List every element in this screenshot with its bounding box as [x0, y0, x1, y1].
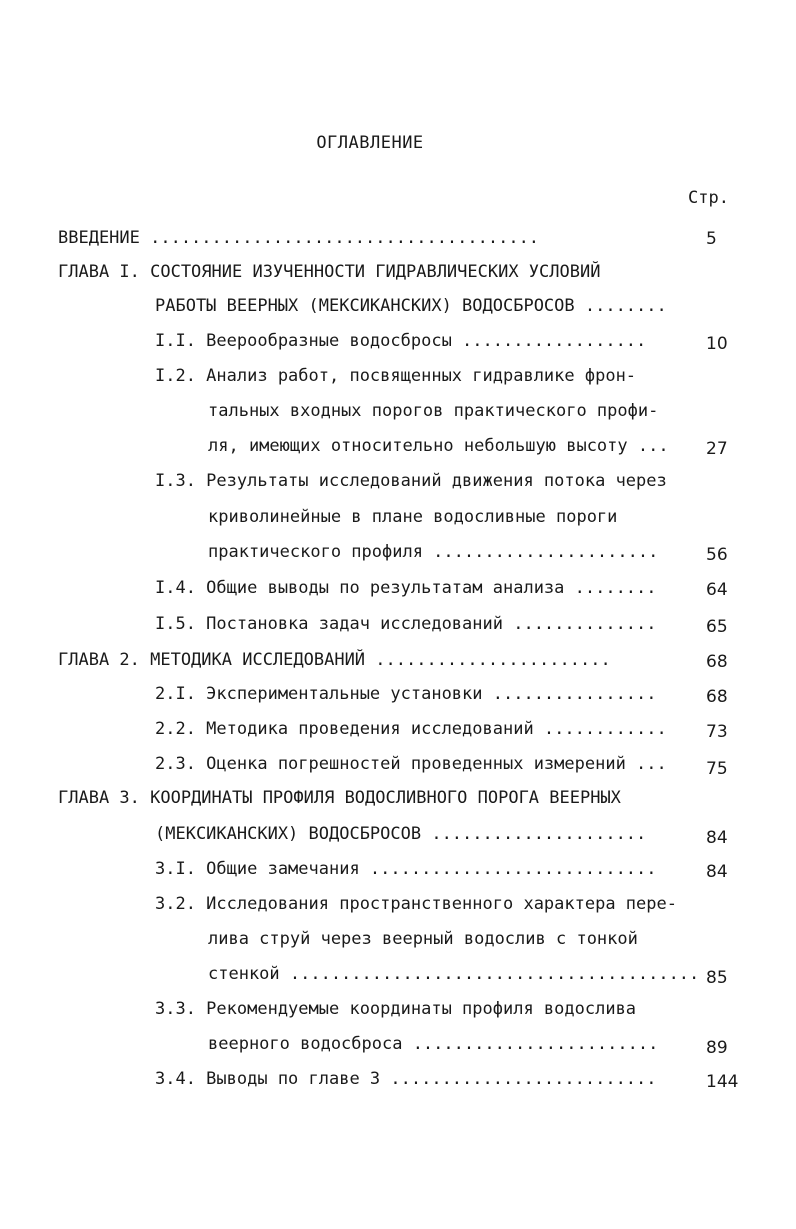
toc-line: ВВЕДЕНИЕ ......................................: [58, 228, 540, 248]
toc-line: 2.3. Оценка погрешностей проведенных измерений ...: [155, 754, 667, 774]
toc-page-number: 73: [706, 722, 728, 742]
toc-line: I.4. Общие выводы по результатам анализа ........: [155, 578, 657, 598]
toc-line: лива струй через веерный водослив с тонкой: [208, 929, 638, 949]
toc-line: ля, имеющих относительно небольшую высоту ...: [208, 436, 669, 456]
toc-page-number: 85: [706, 968, 728, 988]
toc-page-number: 5: [706, 229, 717, 249]
toc-page-number: 144: [706, 1072, 739, 1092]
toc-line: 2.I. Экспериментальные установки ................: [155, 684, 657, 704]
page-column-header: Стр.: [688, 188, 729, 208]
toc-page-number: 84: [706, 862, 728, 882]
toc-page-number: 65: [706, 617, 728, 637]
toc-page-number: 64: [706, 580, 728, 600]
toc-line: 3.2. Исследования пространственного характера пере-: [155, 894, 677, 914]
toc-page-number: 89: [706, 1038, 728, 1058]
toc-page-number: 27: [706, 439, 728, 459]
toc-page-number: 75: [706, 759, 728, 779]
toc-line: 3.I. Общие замечания ............................: [155, 859, 657, 879]
toc-line: ГЛАВА 2. МЕТОДИКА ИССЛЕДОВАНИЙ .......................: [58, 650, 611, 670]
toc-page-number: 10: [706, 334, 728, 354]
toc-line: ГЛАВА 3. КООРДИНАТЫ ПРОФИЛЯ ВОДОСЛИВНОГО ПОРОГА ВЕЕРНЫХ: [58, 788, 621, 808]
toc-page-number: 56: [706, 545, 728, 565]
toc-line: 3.3. Рекомендуемые координаты профиля водослива: [155, 999, 637, 1019]
toc-line: I.2. Анализ работ, посвященных гидравлике фрон-: [155, 366, 637, 386]
toc-line: веерного водосброса ........................: [208, 1034, 659, 1054]
page-title: ОГЛАВЛЕНИЕ: [316, 133, 424, 153]
toc-line: тальных входных порогов практического профи-: [208, 401, 659, 421]
toc-line: I.3. Результаты исследований движения потока через: [155, 471, 667, 491]
toc-line: I.5. Постановка задач исследований ..............: [155, 614, 657, 634]
toc-line: стенкой ........................................: [208, 964, 700, 984]
toc-line: 2.2. Методика проведения исследований ............: [155, 719, 667, 739]
toc-page-number: 68: [706, 652, 728, 672]
toc-line: ГЛАВА I. СОСТОЯНИЕ ИЗУЧЕННОСТИ ГИДРАВЛИЧЕСКИХ УСЛОВИЙ: [58, 262, 601, 282]
toc-line: 3.4. Выводы по главе 3 ..........................: [155, 1069, 657, 1089]
toc-page-number: 84: [706, 828, 728, 848]
toc-line: (МЕКСИКАНСКИХ) ВОДОСБРОСОВ .....................: [155, 824, 647, 844]
toc-line: РАБОТЫ ВЕЕРНЫХ (МЕКСИКАНСКИХ) ВОДОСБРОСОВ ........: [155, 296, 667, 316]
toc-line: практического профиля ......................: [208, 542, 659, 562]
toc-line: I.I. Веерообразные водосбросы ..................: [155, 331, 647, 351]
toc-line: криволинейные в плане водосливные пороги: [208, 507, 618, 527]
toc-page-number: 68: [706, 687, 728, 707]
